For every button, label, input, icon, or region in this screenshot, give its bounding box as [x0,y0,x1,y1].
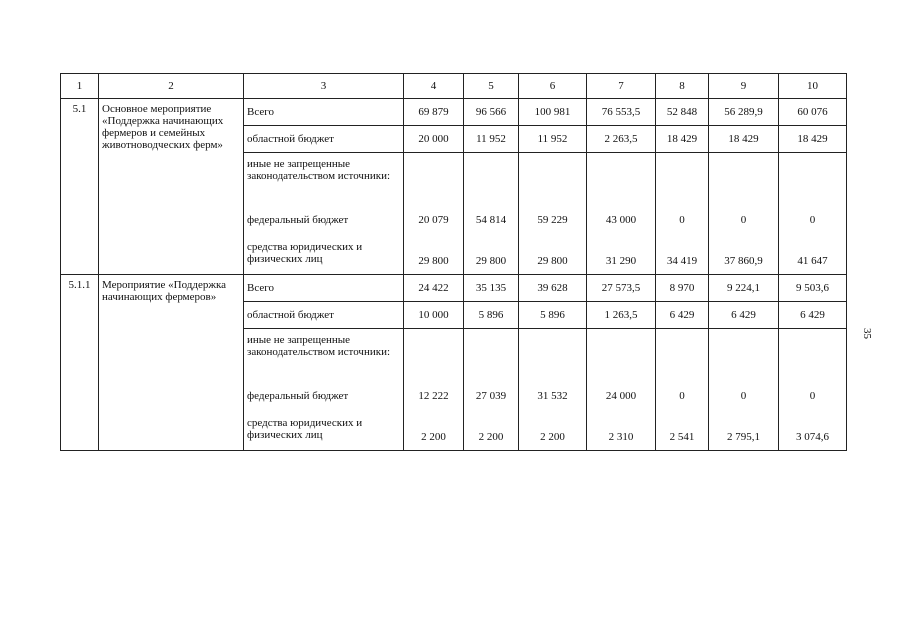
total-value: 9 224,1 [709,275,779,302]
federal-value: 0 [679,214,685,226]
total-value: 69 879 [404,99,464,126]
federal-value: 31 532 [537,390,568,402]
entities-value: 37 860,9 [724,255,763,267]
entities-value: 2 200 [478,431,504,443]
total-value: 60 076 [779,99,847,126]
total-value: 8 970 [656,275,709,302]
regional-value: 1 263,5 [587,302,656,329]
header-cell: 4 [404,74,464,99]
regional-value: 5 896 [464,302,519,329]
other-sources-values [519,153,587,275]
header-cell: 1 [61,74,99,99]
entities-value: 31 290 [605,255,637,267]
other-sources-values [587,153,656,275]
regional-value: 6 429 [709,302,779,329]
federal-label: федеральный бюджет [247,390,349,402]
other-sources-values [656,153,709,275]
federal-label: федеральный бюджет [247,214,349,226]
federal-value: 43 000 [605,214,637,226]
federal-value: 0 [740,214,747,226]
regional-value: 11 952 [464,126,519,153]
federal-value: 0 [740,390,747,402]
entities-value: 41 647 [797,255,828,267]
total-row [61,99,847,126]
header-cell: 10 [779,74,847,99]
federal-value: 59 229 [537,214,568,226]
other-sources-labels [244,329,404,451]
section-code: 5.1.1 [61,275,99,451]
regional-value: 6 429 [656,302,709,329]
regional-value: 20 000 [404,126,464,153]
total-value: 24 422 [404,275,464,302]
entities-value: 29 800 [537,255,568,267]
funding-table [60,73,847,451]
regional-value: 18 429 [709,126,779,153]
total-row [61,275,847,302]
table-body [61,99,847,451]
total-value: 35 135 [464,275,519,302]
entities-value: 2 795,1 [727,431,760,443]
other-sources-values [709,329,779,451]
section-code: 5.1 [61,99,99,275]
entities-value: 29 800 [475,255,507,267]
regional-value: 10 000 [404,302,464,329]
regional-label: областной бюджет [244,302,404,329]
header-cell: 9 [709,74,779,99]
other-sources-label: иные не запрещенные законодательством источники: [247,334,391,358]
other-sources-values [519,329,587,451]
entities-value: 34 419 [666,255,698,267]
total-value: 27 573,5 [587,275,656,302]
other-sources-labels [244,153,404,275]
header-cell: 2 [99,74,244,99]
total-value: 56 289,9 [709,99,779,126]
regional-value: 18 429 [779,126,847,153]
entities-value: 29 800 [418,255,449,267]
other-sources-values [404,153,464,275]
federal-value: 12 222 [418,390,449,402]
total-value: 96 566 [464,99,519,126]
regional-value: 2 263,5 [587,126,656,153]
regional-value: 11 952 [519,126,587,153]
entities-value: 3 074,6 [796,431,829,443]
entities-value: 2 541 [669,431,695,443]
other-sources-values [709,153,779,275]
federal-value: 0 [809,214,816,226]
regional-value: 6 429 [779,302,847,329]
regional-label: областной бюджет [244,126,404,153]
header-cell: 7 [587,74,656,99]
entities-value: 2 200 [540,431,565,443]
federal-value: 0 [809,390,816,402]
total-value: 9 503,6 [779,275,847,302]
regional-value: 18 429 [656,126,709,153]
total-value: 52 848 [656,99,709,126]
total-label: Всего [244,99,404,126]
other-sources-label: иные не запрещенные законодательством источники: [247,158,391,182]
total-value: 100 981 [519,99,587,126]
other-sources-values [464,153,519,275]
section-title: Основное мероприятие «Поддержка начинающих фермеров и семейных животноводческих ферм» [99,99,244,275]
other-sources-values [779,153,847,275]
total-value: 76 553,5 [587,99,656,126]
other-sources-values [404,329,464,451]
total-value: 39 628 [519,275,587,302]
other-sources-values [656,329,709,451]
header-cell: 8 [656,74,709,99]
header-cell: 3 [244,74,404,99]
federal-value: 0 [679,390,685,402]
page-number: 35 [861,328,873,339]
header-cell: 6 [519,74,587,99]
entities-value: 2 200 [421,431,446,443]
header-row [61,74,847,99]
total-label: Всего [244,275,404,302]
other-sources-values [587,329,656,451]
header-cell: 5 [464,74,519,99]
regional-value: 5 896 [519,302,587,329]
federal-value: 54 814 [475,214,507,226]
other-sources-values [464,329,519,451]
federal-value: 27 039 [475,390,507,402]
entities-label: средства юридических и физических лиц [247,417,363,441]
section-title: Мероприятие «Поддержка начинающих фермеров» [99,275,244,451]
entities-label: средства юридических и физических лиц [247,241,363,265]
entities-value: 2 310 [608,431,634,443]
federal-value: 24 000 [605,390,637,402]
other-sources-values [779,329,847,451]
federal-value: 20 079 [418,214,449,226]
